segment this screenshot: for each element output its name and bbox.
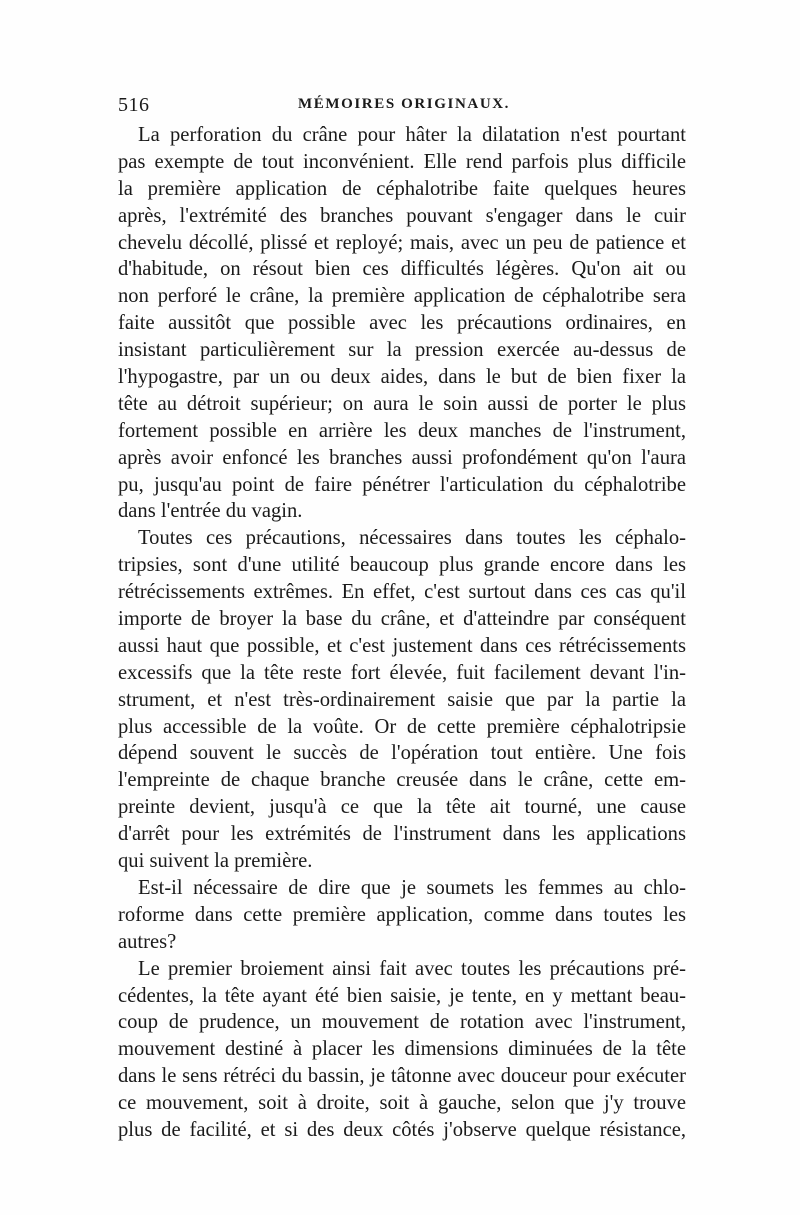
text-line: tripsies, sont d'une utilité beaucoup plus grande encore dans les [118, 554, 686, 577]
text-line: Est-il nécessaire de dire que je soumets les femmes au chlo- [138, 876, 686, 899]
text-line: pas exempte de tout inconvénient. Elle rend parfois plus difficile [118, 150, 686, 173]
text-line: d'arrêt pour les extrémités de l'instrument dans les applications [118, 823, 686, 846]
text-line: fortement possible en arrière les deux manches de l'instrument, [118, 419, 686, 442]
text-line: plus de facilité, et si des deux côtés j'observe quelque résistance, [118, 1118, 686, 1141]
text-line: roforme dans cette première application, comme dans toutes les [118, 903, 686, 926]
text-line: l'hypogastre, par un ou deux aides, dans le but de bien fixer la [118, 366, 686, 389]
text-line: dans le sens rétréci du bassin, je tâtonne avec douceur pour exécuter [118, 1065, 686, 1088]
text-line: mouvement destiné à placer les dimensions diminuées de la tête [118, 1038, 686, 1061]
running-head [118, 94, 690, 122]
text-line: rétrécissements extrêmes. En effet, c'est surtout dans ces cas qu'il [118, 581, 686, 604]
text-line: qui suivent la première. [118, 850, 313, 873]
text-line: preinte devient, jusqu'à ce que la tête ait tourné, une cause [118, 796, 686, 819]
text-line: Toutes ces précautions, nécessaires dans toutes les céphalo- [138, 527, 686, 550]
text-line: après avoir enfoncé les branches aussi profondément qu'on l'aura [118, 446, 686, 469]
text-line: cédentes, la tête ayant été bien saisie, je tente, en y mettant beau- [118, 984, 686, 1007]
text-line: d'habitude, on résout bien ces difficultés légères. Qu'on ait ou [118, 258, 686, 281]
text-line: autres? [118, 930, 177, 953]
text-line: pu, jusqu'au point de faire pénétrer l'articulation du céphalotribe [118, 473, 686, 496]
text-line: l'empreinte de chaque branche creusée dans le crâne, cette em- [118, 769, 686, 792]
text-line: dépend souvent le succès de l'opération tout entière. Une fois [118, 742, 686, 765]
text-line: coup de prudence, un mouvement de rotation avec l'instrument, [118, 1011, 686, 1034]
text-line: importe de broyer la base du crâne, et d'atteindre par conséquent [118, 608, 686, 631]
text-line: strument, et n'est très-ordinairement saisie que par la partie la [118, 688, 686, 711]
page-number: 516 [118, 94, 150, 116]
text-line: plus accessible de la voûte. Or de cette première céphalotripsie [118, 715, 686, 738]
text-line: aussi haut que possible, et c'est justement dans ces rétrécissements [118, 634, 686, 657]
text-line: dans l'entrée du vagin. [118, 500, 303, 523]
text-line: excessifs que la tête reste fort élevée, fuit facilement devant l'in- [118, 661, 686, 684]
body-text [118, 122, 686, 1144]
text-line: faite aussitôt que possible avec les précautions ordinaires, en [118, 312, 686, 335]
text-line: chevelu décollé, plissé et reployé; mais, avec un peu de patience et [118, 231, 686, 254]
text-line: La perforation du crâne pour hâter la dilatation n'est pourtant [138, 124, 686, 146]
text-line: tête au détroit supérieur; on aura le soin aussi de porter le plus [118, 392, 686, 415]
header-title: MÉMOIRES ORIGINAUX. [297, 96, 511, 112]
text-line: après, l'extrémité des branches pouvant s'engager dans le cuir [118, 204, 686, 227]
text-line: Le premier broiement ainsi fait avec toutes les précautions pré- [138, 957, 686, 980]
text-line: la première application de céphalotribe faite quelques heures [118, 177, 686, 200]
text-line: insistant particulièrement sur la pression exercée au-dessus de [118, 339, 686, 362]
text-line: non perforé le crâne, la première application de céphalotribe sera [118, 285, 686, 308]
text-line: ce mouvement, soit à droite, soit à gauche, selon que j'y trouve [118, 1092, 686, 1115]
